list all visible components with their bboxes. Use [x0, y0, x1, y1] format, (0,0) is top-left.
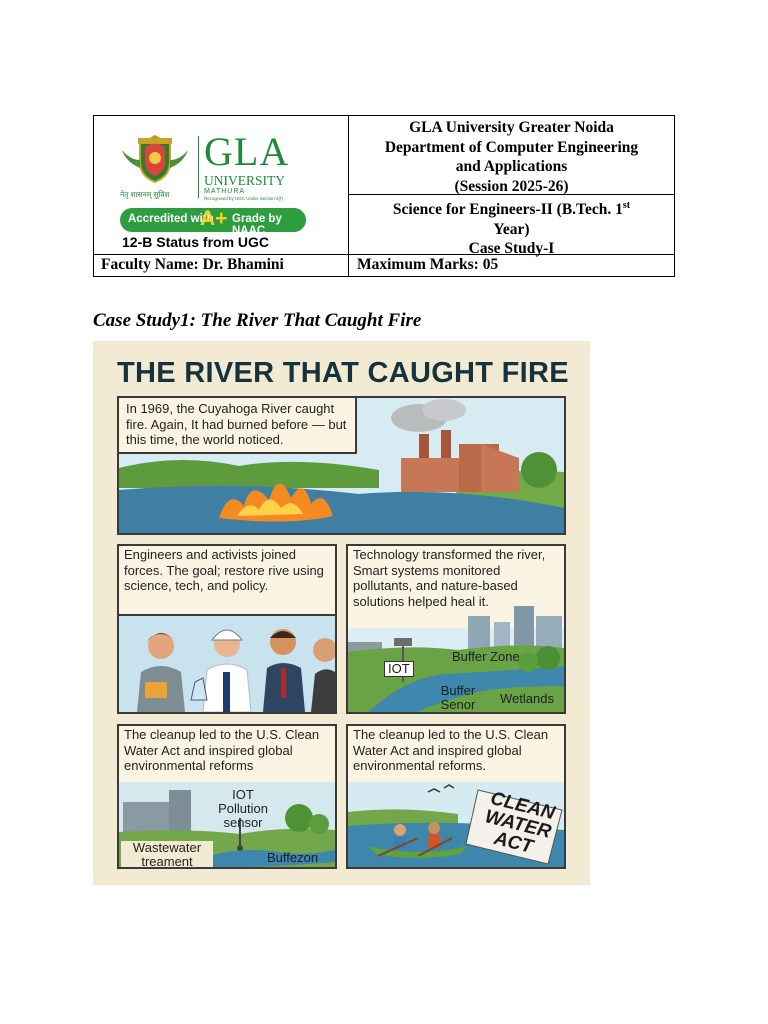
wastewater-label: Wastewater treament	[121, 841, 213, 869]
naac-badge	[120, 207, 306, 237]
panel-river-fire	[117, 396, 566, 535]
session: (Session 2025-26)	[454, 177, 569, 195]
wetlands-label: Wetlands	[500, 691, 554, 706]
course-line1: Science for Engineers-II (B.Tech. 1st	[392, 200, 631, 219]
logo-cell	[94, 116, 349, 255]
naac-right-text: Grade by NAAC	[232, 213, 282, 237]
iot-label: IOT	[384, 661, 414, 677]
course-cell	[349, 195, 674, 258]
logo-city: MATHURA	[204, 188, 246, 195]
panel-technology	[346, 544, 566, 714]
panel-clean-water-act	[346, 724, 566, 869]
faculty-name: Faculty Name: Dr. Bhamini	[94, 255, 349, 276]
logo-recognition: Recognised by UGC Under Section 2(f)	[204, 196, 283, 201]
panel2-caption: Engineers and activists joined forces. The goal; restore rive using science, tech, and policy.	[117, 544, 337, 616]
maximum-marks: Maximum Marks: 05	[357, 256, 499, 273]
buffer-sensor-label: Buffer Senor	[440, 683, 476, 712]
panel1-caption: In 1969, the Cuyahoga River caught fire. Again, It had burned before — but this time, the world noticed.	[117, 396, 357, 454]
clean-water-act-text: CLEAN WATER ACT	[482, 787, 557, 858]
buffezon-label: Buffezon	[267, 850, 319, 865]
naac-left-text: Accredited with	[128, 213, 214, 225]
panel4-caption: The cleanup led to the U.S. Clean Water Act and inspired global environmental reforms	[117, 724, 337, 784]
case-study-title: Case Study1: The River That Caught Fire	[93, 310, 422, 331]
institution-name: GLA University Greater Noida	[409, 119, 614, 136]
infographic	[93, 341, 590, 885]
logo-motto: नेतृ शासनम् सुविश	[120, 190, 170, 199]
engineers-illustration	[119, 616, 335, 712]
logo-divider	[198, 136, 199, 198]
panel3-caption: Technology transformed the river, Smart systems monitored pollutants, and nature-based solutions helped heal it.	[346, 544, 566, 628]
panel-engineers	[117, 544, 337, 714]
ugc-status: 12-B Status from UGC	[122, 234, 270, 250]
buffer-zone-label: Buffer Zone	[452, 649, 520, 664]
department-line1: Department of Computer Engineering	[384, 138, 639, 156]
infographic-title: THE RIVER THAT CAUGHT FIRE	[117, 357, 569, 389]
header-table	[93, 115, 675, 277]
course-line2: Year)	[493, 220, 530, 238]
panel-cleanup	[117, 724, 337, 869]
panel5-caption: The cleanup led to the U.S. Clean Water Act and inspired global environmental reforms.	[346, 724, 566, 784]
iot-sensor-label: IOT Pollution sensor	[218, 787, 268, 830]
logo-university: UNIVERSITY	[204, 173, 285, 188]
assessment: Case Study-I	[468, 240, 555, 258]
university-logo	[116, 130, 336, 250]
naac-grade: A+	[200, 207, 228, 230]
institution-cell	[349, 116, 674, 195]
department-line2: and Applications	[455, 158, 568, 175]
crest-icon	[116, 132, 194, 192]
logo-name: GLA	[204, 129, 290, 174]
